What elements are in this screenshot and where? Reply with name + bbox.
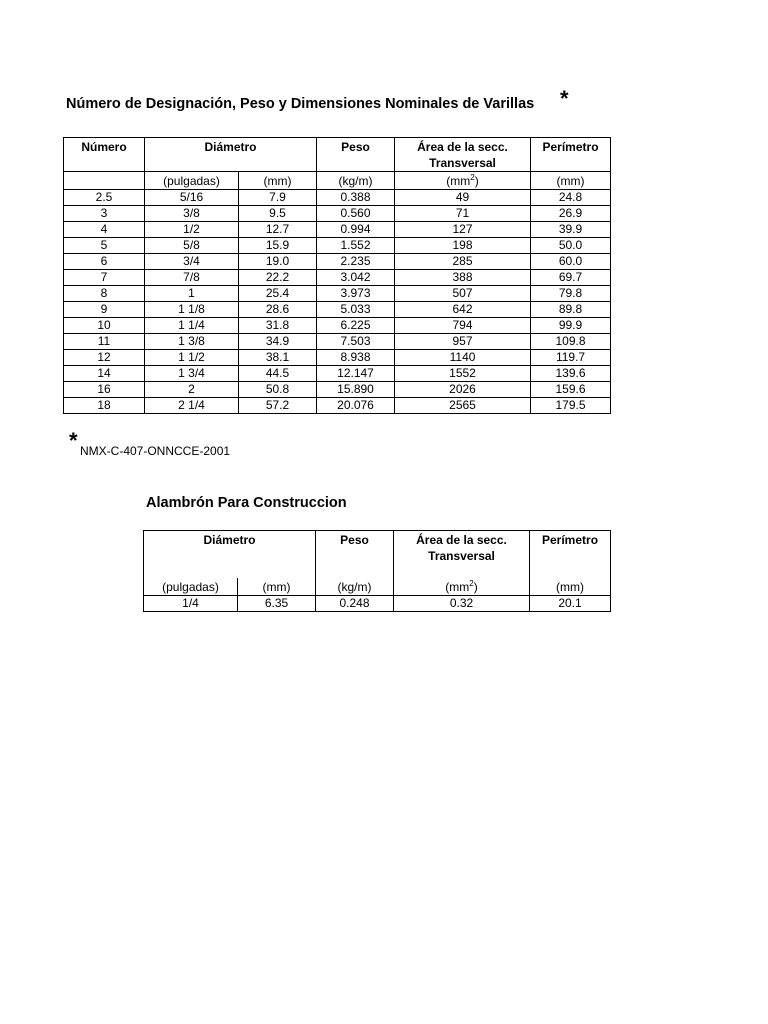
table2-title: Alambrón Para Construccion bbox=[146, 495, 347, 511]
varillas-table bbox=[63, 137, 611, 414]
table-row bbox=[64, 238, 611, 254]
cell-peso: 3.973 bbox=[317, 286, 395, 302]
table-row bbox=[64, 334, 611, 350]
table-row bbox=[64, 382, 611, 398]
cell-pulgadas: 1 3/4 bbox=[145, 366, 239, 382]
cell-area: 957 bbox=[395, 334, 531, 350]
cell-peso: 15.890 bbox=[317, 382, 395, 398]
table1-units-row bbox=[64, 172, 611, 190]
cell-numero: 8 bbox=[64, 286, 145, 302]
cell-mm: 34.9 bbox=[239, 334, 317, 350]
header-area: Área de la secc. Transversal bbox=[394, 531, 530, 579]
cell-numero: 18 bbox=[64, 398, 145, 414]
cell-area: 507 bbox=[395, 286, 531, 302]
cell-pulgadas: 2 bbox=[145, 382, 239, 398]
cell-numero: 4 bbox=[64, 222, 145, 238]
table1-header-row bbox=[64, 138, 611, 172]
cell-area: 0.32 bbox=[394, 596, 530, 612]
cell-perimetro: 69.7 bbox=[531, 270, 611, 286]
table-row bbox=[64, 254, 611, 270]
cell-area: 1552 bbox=[395, 366, 531, 382]
header-peso: Peso bbox=[317, 138, 395, 172]
cell-numero: 5 bbox=[64, 238, 145, 254]
cell-pulgadas: 1 1/4 bbox=[145, 318, 239, 334]
cell-area: 198 bbox=[395, 238, 531, 254]
header-diametro: Diámetro bbox=[145, 138, 317, 172]
cell-area: 49 bbox=[395, 190, 531, 206]
unit-peso: (kg/m) bbox=[316, 578, 394, 596]
cell-peso: 3.042 bbox=[317, 270, 395, 286]
unit-perimetro: (mm) bbox=[530, 578, 611, 596]
cell-peso: 7.503 bbox=[317, 334, 395, 350]
cell-peso: 8.938 bbox=[317, 350, 395, 366]
cell-peso: 2.235 bbox=[317, 254, 395, 270]
cell-area: 127 bbox=[395, 222, 531, 238]
unit-pulgadas: (pulgadas) bbox=[144, 578, 238, 596]
cell-mm: 44.5 bbox=[239, 366, 317, 382]
cell-area: 2565 bbox=[395, 398, 531, 414]
cell-perimetro: 24.8 bbox=[531, 190, 611, 206]
cell-numero: 16 bbox=[64, 382, 145, 398]
cell-pulgadas: 1 1/8 bbox=[145, 302, 239, 318]
cell-mm: 31.8 bbox=[239, 318, 317, 334]
cell-mm: 19.0 bbox=[239, 254, 317, 270]
header-peso: Peso bbox=[316, 531, 394, 579]
table-row bbox=[64, 302, 611, 318]
cell-peso: 0.994 bbox=[317, 222, 395, 238]
unit-area bbox=[394, 578, 530, 596]
unit-area-base: (mm bbox=[445, 580, 470, 594]
table-row bbox=[64, 206, 611, 222]
cell-peso: 0.248 bbox=[316, 596, 394, 612]
cell-numero: 6 bbox=[64, 254, 145, 270]
unit-peso: (kg/m) bbox=[317, 172, 395, 190]
cell-peso: 20.076 bbox=[317, 398, 395, 414]
cell-mm: 28.6 bbox=[239, 302, 317, 318]
cell-numero: 7 bbox=[64, 270, 145, 286]
cell-pulgadas: 5/16 bbox=[145, 190, 239, 206]
cell-mm: 50.8 bbox=[239, 382, 317, 398]
cell-perimetro: 89.8 bbox=[531, 302, 611, 318]
cell-perimetro: 139.6 bbox=[531, 366, 611, 382]
cell-peso: 0.560 bbox=[317, 206, 395, 222]
cell-pulgadas: 2 1/4 bbox=[145, 398, 239, 414]
cell-pulgadas: 1 bbox=[145, 286, 239, 302]
cell-perimetro: 99.9 bbox=[531, 318, 611, 334]
alambron-table bbox=[143, 530, 611, 612]
unit-area-exponent: 2 bbox=[470, 173, 475, 182]
table1-title-text: Número de Designación, Peso y Dimensiones Nominales de Varillas bbox=[66, 96, 535, 112]
cell-peso: 6.225 bbox=[317, 318, 395, 334]
cell-numero: 3 bbox=[64, 206, 145, 222]
cell-area: 2026 bbox=[395, 382, 531, 398]
table-row bbox=[144, 596, 611, 612]
cell-peso: 12.147 bbox=[317, 366, 395, 382]
cell-peso: 5.033 bbox=[317, 302, 395, 318]
cell-pulgadas: 1 1/2 bbox=[145, 350, 239, 366]
table-row bbox=[64, 350, 611, 366]
cell-perimetro: 159.6 bbox=[531, 382, 611, 398]
cell-pulgadas: 7/8 bbox=[145, 270, 239, 286]
footnote-asterisk: * bbox=[69, 428, 78, 453]
unit-area bbox=[395, 172, 531, 190]
cell-perimetro: 60.0 bbox=[531, 254, 611, 270]
cell-perimetro: 119.7 bbox=[531, 350, 611, 366]
unit-pulgadas: (pulgadas) bbox=[145, 172, 239, 190]
cell-pulgadas: 5/8 bbox=[145, 238, 239, 254]
table1-title bbox=[66, 96, 534, 112]
cell-mm: 7.9 bbox=[239, 190, 317, 206]
cell-mm: 12.7 bbox=[239, 222, 317, 238]
cell-mm: 6.35 bbox=[238, 596, 316, 612]
unit-area-base: (mm bbox=[446, 174, 471, 188]
cell-pulgadas: 3/4 bbox=[145, 254, 239, 270]
cell-area: 1140 bbox=[395, 350, 531, 366]
header-perimetro: Perímetro bbox=[530, 531, 611, 579]
cell-pulgadas: 1/2 bbox=[145, 222, 239, 238]
title-asterisk: * bbox=[560, 86, 569, 111]
table-row bbox=[64, 190, 611, 206]
cell-area: 794 bbox=[395, 318, 531, 334]
cell-perimetro: 79.8 bbox=[531, 286, 611, 302]
cell-mm: 25.4 bbox=[239, 286, 317, 302]
header-numero: Número bbox=[64, 138, 145, 172]
cell-mm: 15.9 bbox=[239, 238, 317, 254]
table-row bbox=[64, 398, 611, 414]
cell-area: 642 bbox=[395, 302, 531, 318]
table2-header-row bbox=[144, 531, 611, 579]
cell-perimetro: 20.1 bbox=[530, 596, 611, 612]
cell-area: 285 bbox=[395, 254, 531, 270]
cell-pulgadas: 3/8 bbox=[145, 206, 239, 222]
table2-units-row bbox=[144, 578, 611, 596]
cell-peso: 0.388 bbox=[317, 190, 395, 206]
unit-area-exponent: 2 bbox=[469, 579, 474, 588]
table-row bbox=[64, 286, 611, 302]
footnote-text: NMX-C-407-ONNCCE-2001 bbox=[80, 444, 231, 458]
table-row bbox=[64, 270, 611, 286]
cell-peso: 1.552 bbox=[317, 238, 395, 254]
header-area: Área de la secc. Transversal bbox=[395, 138, 531, 172]
table-row bbox=[64, 318, 611, 334]
cell-area: 388 bbox=[395, 270, 531, 286]
cell-numero: 11 bbox=[64, 334, 145, 350]
cell-pulgadas: 1 3/8 bbox=[145, 334, 239, 350]
cell-mm: 38.1 bbox=[239, 350, 317, 366]
unit-perimetro: (mm) bbox=[531, 172, 611, 190]
cell-numero: 12 bbox=[64, 350, 145, 366]
header-perimetro: Perímetro bbox=[531, 138, 611, 172]
cell-perimetro: 26.9 bbox=[531, 206, 611, 222]
cell-mm: 9.5 bbox=[239, 206, 317, 222]
unit-mm: (mm) bbox=[239, 172, 317, 190]
header-diametro: Diámetro bbox=[144, 531, 316, 579]
cell-mm: 57.2 bbox=[239, 398, 317, 414]
cell-mm: 22.2 bbox=[239, 270, 317, 286]
cell-pulgadas: 1/4 bbox=[144, 596, 238, 612]
cell-numero: 9 bbox=[64, 302, 145, 318]
cell-area: 71 bbox=[395, 206, 531, 222]
unit-area-close: ) bbox=[473, 580, 478, 594]
table-row bbox=[64, 222, 611, 238]
unit-numero bbox=[64, 172, 145, 190]
cell-numero: 10 bbox=[64, 318, 145, 334]
cell-perimetro: 50.0 bbox=[531, 238, 611, 254]
cell-perimetro: 39.9 bbox=[531, 222, 611, 238]
unit-area-close: ) bbox=[474, 174, 479, 188]
table-row bbox=[64, 366, 611, 382]
cell-perimetro: 179.5 bbox=[531, 398, 611, 414]
cell-perimetro: 109.8 bbox=[531, 334, 611, 350]
cell-numero: 14 bbox=[64, 366, 145, 382]
unit-mm: (mm) bbox=[238, 578, 316, 596]
cell-numero: 2.5 bbox=[64, 190, 145, 206]
